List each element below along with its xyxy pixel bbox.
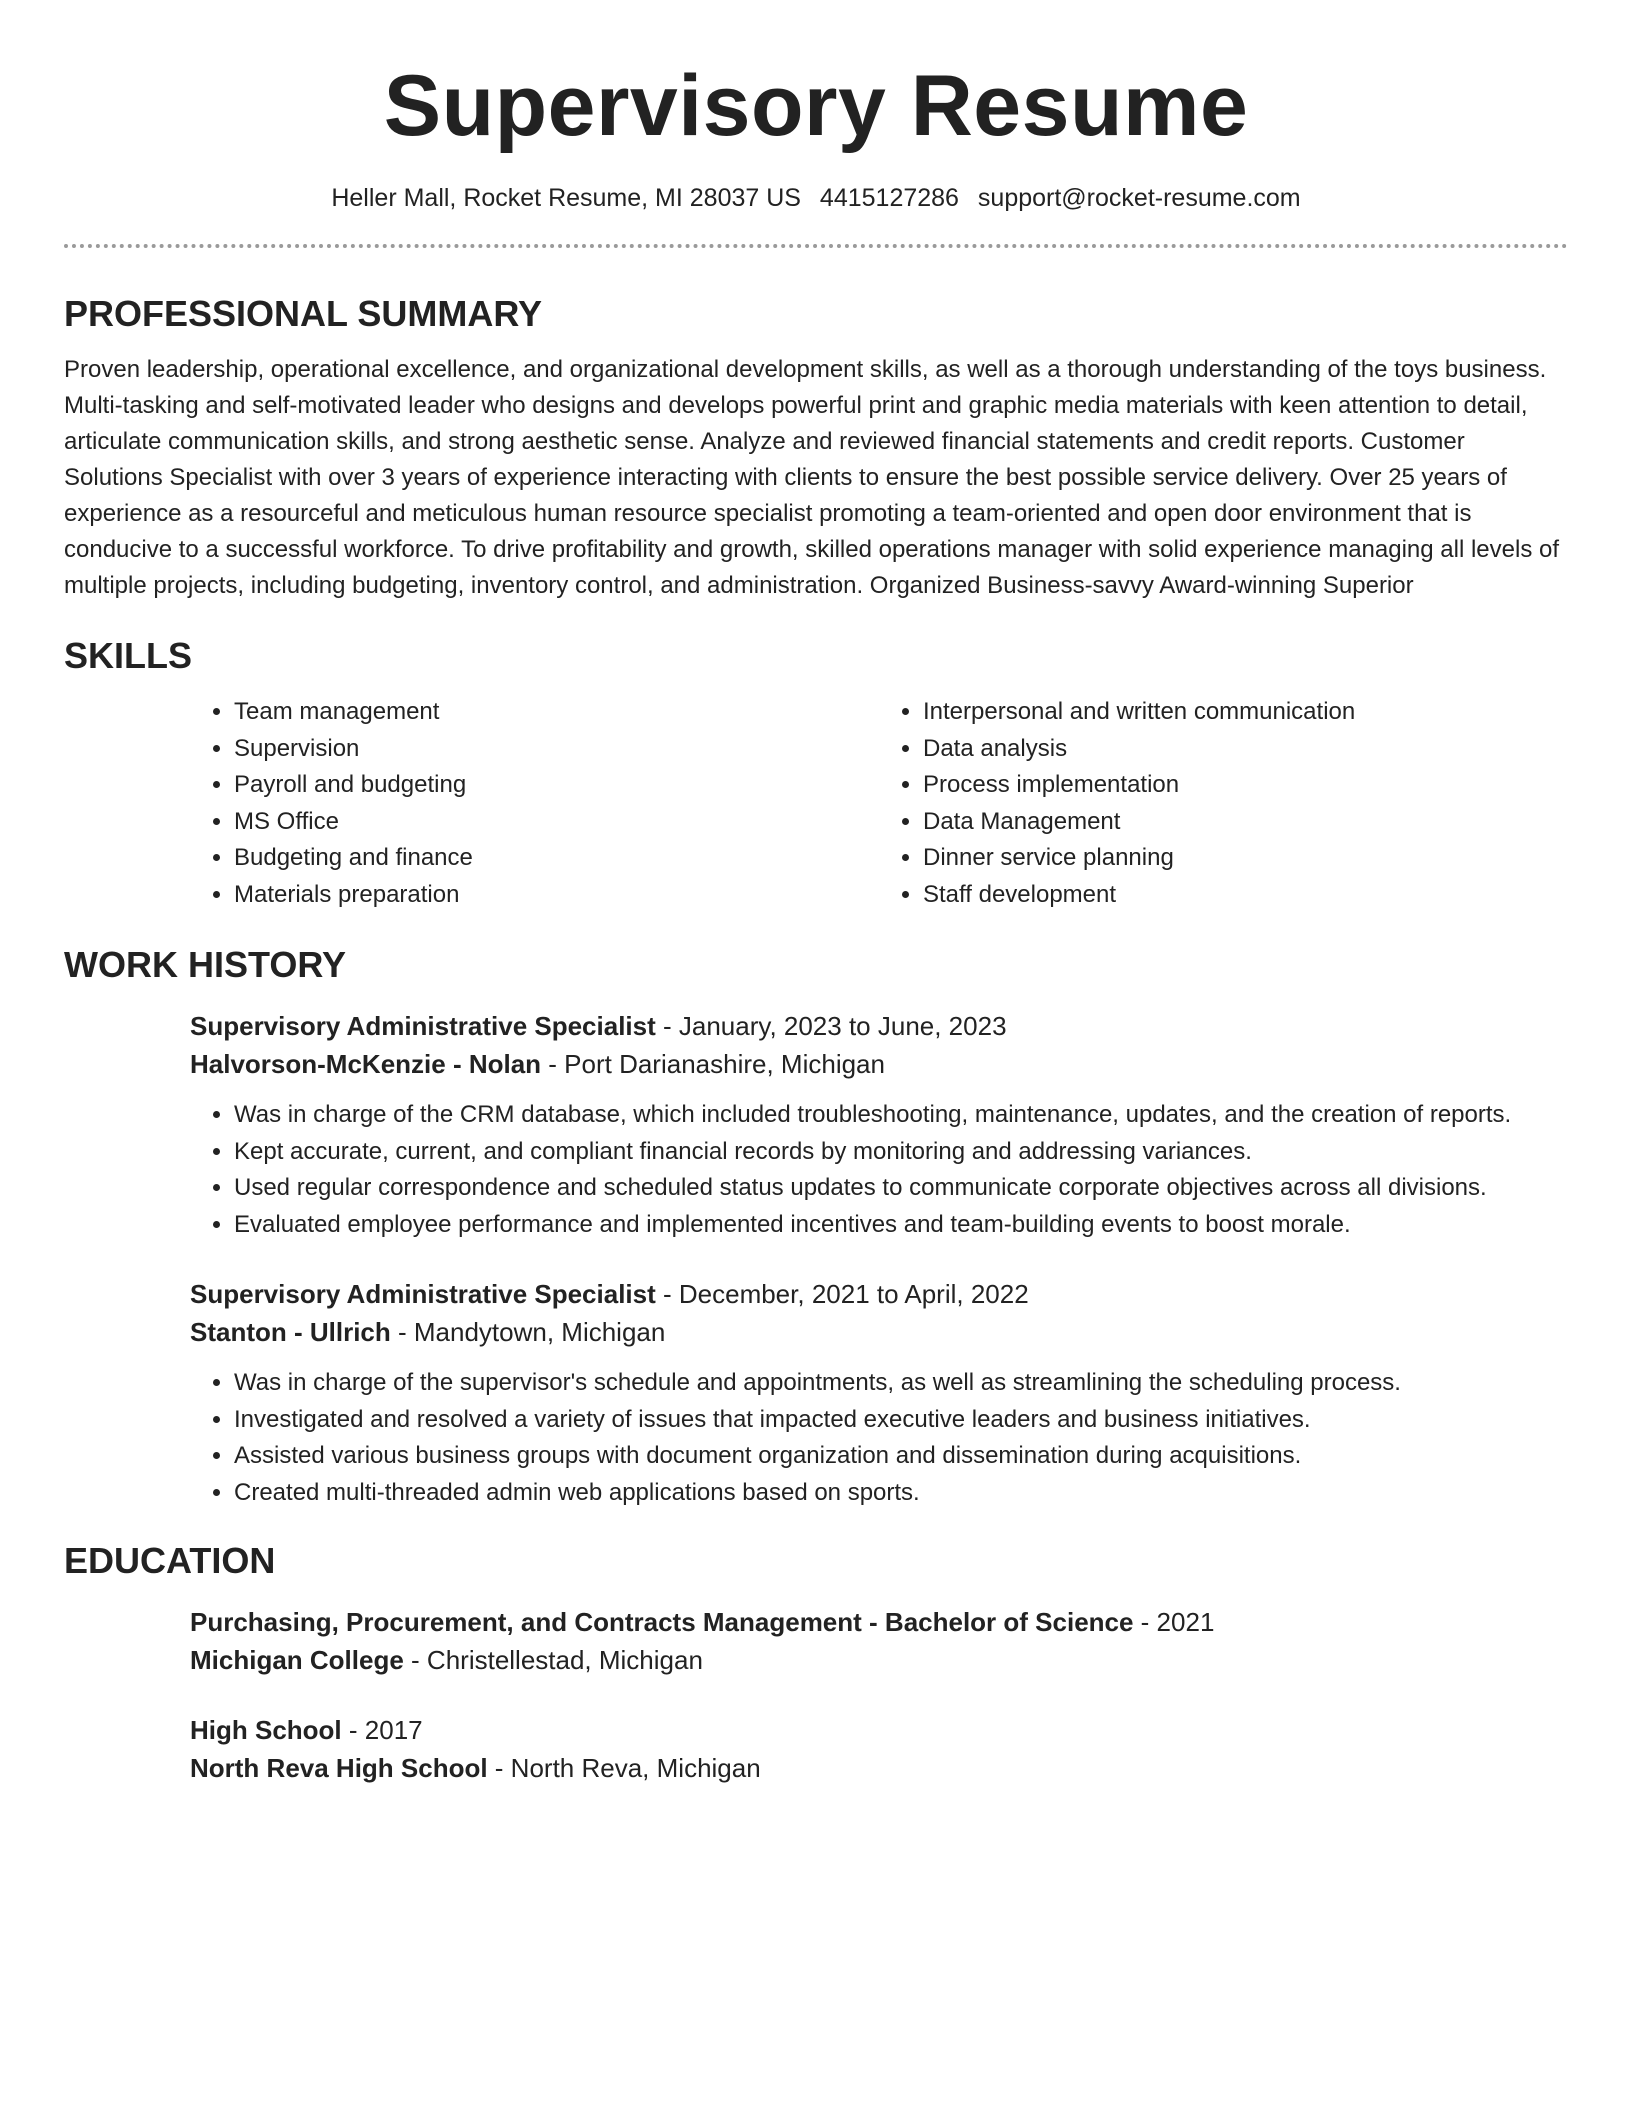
job-company-line — [190, 1045, 1568, 1083]
job-bullets — [190, 1365, 1568, 1511]
education-degree: High School — [190, 1715, 342, 1745]
education-year: - 2021 — [1133, 1607, 1215, 1637]
job-title-line — [190, 1007, 1568, 1045]
skill-item: • MS Office — [234, 804, 879, 841]
job-location: - Port Darianashire, Michigan — [541, 1049, 885, 1079]
education-heading: EDUCATION — [64, 1540, 276, 1581]
job-dates: - December, 2021 to April, 2022 — [655, 1279, 1029, 1309]
education-school-line — [190, 1641, 1568, 1679]
job-bullet: • Assisted various business groups with document organization and dissemination during acquisitions. — [234, 1438, 1568, 1475]
job-location: - Mandytown, Michigan — [390, 1317, 666, 1347]
skill-item: • Data analysis — [923, 731, 1568, 768]
summary-heading: PROFESSIONAL SUMMARY — [64, 293, 543, 334]
skill-item: • Materials preparation — [234, 877, 879, 914]
job-role: Supervisory Administrative Specialist — [190, 1279, 656, 1309]
education-degree: Purchasing, Procurement, and Contracts Management - Bachelor of Science — [190, 1607, 1134, 1637]
contact-email: support@rocket-resume.com — [977, 184, 1301, 212]
job-bullet: • Used regular correspondence and scheduled status updates to communicate corporate objectives across all divisions. — [234, 1170, 1568, 1207]
skill-item: • Interpersonal and written communication — [923, 694, 1568, 731]
job-entry — [190, 1275, 1568, 1511]
education-school: North Reva High School — [190, 1753, 488, 1783]
skill-item: • Process implementation — [923, 767, 1568, 804]
education-degree-line — [190, 1711, 1568, 1749]
summary-text: Proven leadership, operational excellence, and organizational development skills, as well as a thorough understanding of the toys business. Multi-tasking and self-motivated leader who designs and develops powerful print and graphic media materials with keen attention to detail, articulate communication skills, and strong aesthetic sense. Analyze and reviewed financial statements and credit reports. Customer Solutions Specialist with over 3 years of experience interacting with clients to ensure the best possible service delivery. Over 25 years of experience as a resourceful and meticulous human resource specialist promoting a team-oriented and open door environment that is conducive to a successful workforce. To drive profitability and growth, skilled operations manager with solid experience managing all levels of multiple projects, including budgeting, inventory control, and administration. Organized Business-savvy Award-winning Superior — [64, 356, 1559, 599]
education-school-line — [190, 1749, 1568, 1787]
skills-column-right — [879, 694, 1568, 913]
education-entry — [190, 1711, 1568, 1787]
education-entry — [190, 1603, 1568, 1679]
skill-item: • Payroll and budgeting — [234, 767, 879, 804]
job-dates: - January, 2023 to June, 2023 — [655, 1011, 1007, 1041]
skill-item: • Team management — [234, 694, 879, 731]
skills-column-left — [190, 694, 879, 913]
job-role: Supervisory Administrative Specialist — [190, 1011, 656, 1041]
job-bullet: • Evaluated employee performance and implemented incentives and team-building events to boost morale. — [234, 1207, 1568, 1244]
resume-name: Supervisory Resume — [383, 58, 1249, 154]
job-company: Stanton - Ullrich — [190, 1317, 391, 1347]
skills-heading: SKILLS — [64, 635, 193, 676]
contact-line — [64, 182, 1568, 214]
job-bullet: • Was in charge of the CRM database, which included troubleshooting, maintenance, updates, and the creation of reports. — [234, 1097, 1568, 1134]
job-bullets — [190, 1097, 1568, 1243]
job-bullet: • Created multi-threaded admin web applications based on sports. — [234, 1475, 1568, 1512]
skill-item: • Staff development — [923, 877, 1568, 914]
skill-item: • Dinner service planning — [923, 840, 1568, 877]
job-bullet: • Investigated and resolved a variety of issues that impacted executive leaders and business initiatives. — [234, 1402, 1568, 1439]
job-bullet: • Kept accurate, current, and compliant financial records by monitoring and addressing variances. — [234, 1134, 1568, 1171]
job-company-line — [190, 1313, 1568, 1351]
skill-item: • Supervision — [234, 731, 879, 768]
contact-phone: 4415127286 — [819, 184, 959, 212]
job-company: Halvorson-McKenzie - Nolan — [190, 1049, 542, 1079]
job-bullet: • Was in charge of the supervisor's schedule and appointments, as well as streamlining the scheduling process. — [234, 1365, 1568, 1402]
education-year: - 2017 — [341, 1715, 423, 1745]
job-title-line — [190, 1275, 1568, 1313]
skills-list — [190, 694, 1568, 913]
skill-item: • Data Management — [923, 804, 1568, 841]
education-location: - Christellestad, Michigan — [403, 1645, 703, 1675]
contact-address: Heller Mall, Rocket Resume, MI 28037 US — [331, 184, 801, 212]
work-history-heading: WORK HISTORY — [64, 944, 347, 985]
education-location: - North Reva, Michigan — [487, 1753, 761, 1783]
skill-item: • Budgeting and finance — [234, 840, 879, 877]
education-school: Michigan College — [190, 1645, 404, 1675]
job-entry — [190, 1007, 1568, 1243]
education-degree-line — [190, 1603, 1568, 1641]
header-divider — [64, 244, 1568, 248]
